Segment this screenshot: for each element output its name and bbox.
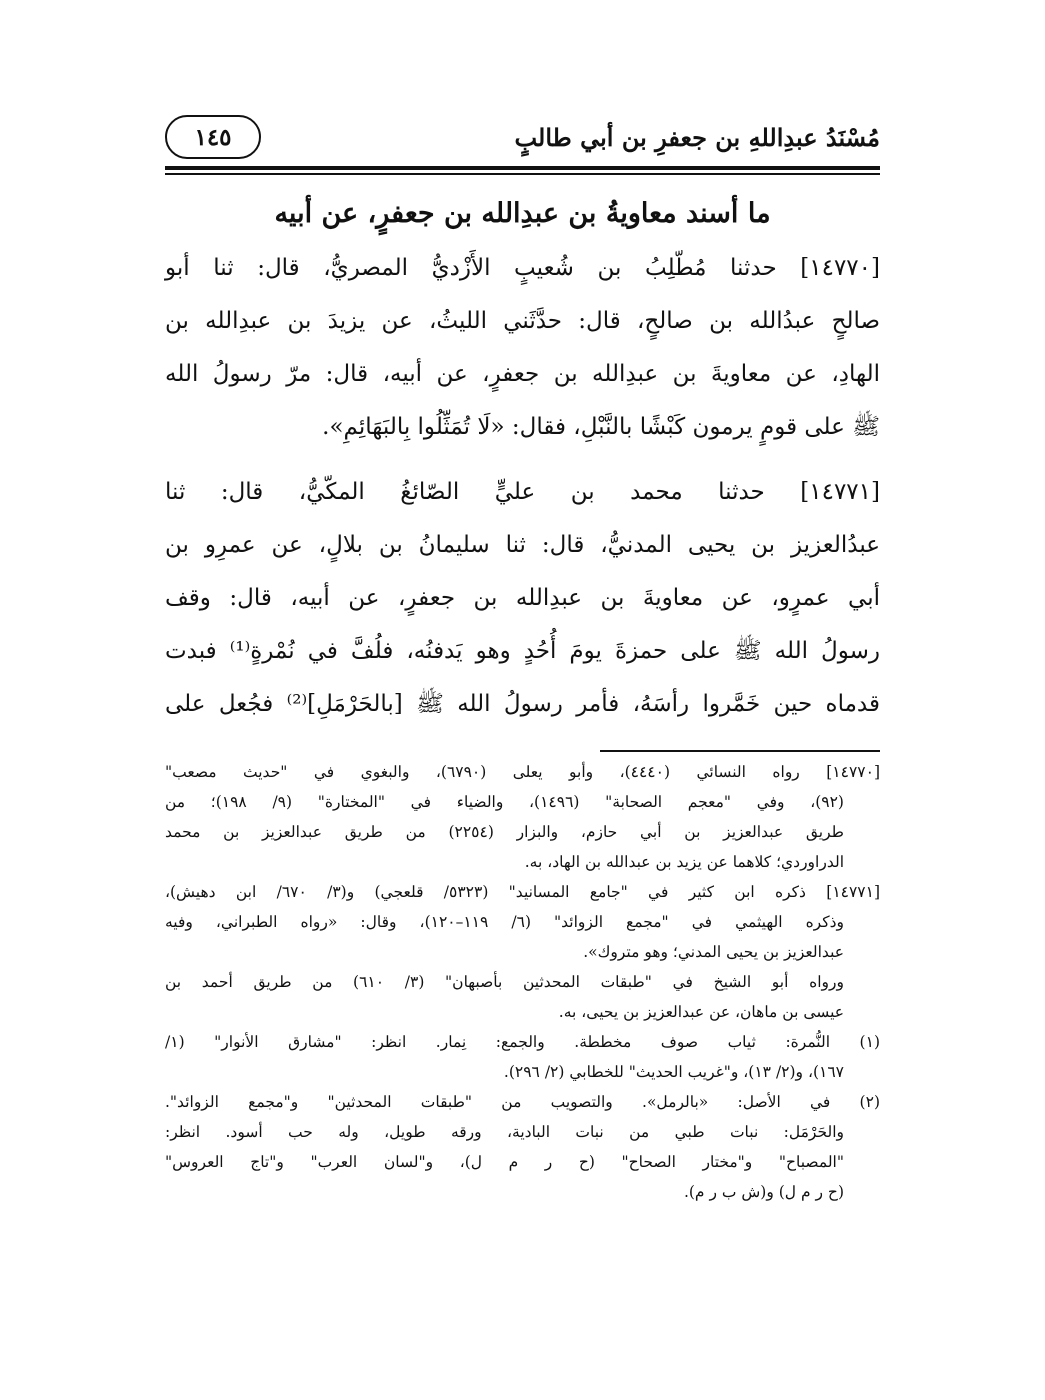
hadith-line: [١٤٧٧١] حدثنا محمد بن عليٍّ الصّائغُ المكّيُّ، قال: ثنا <box>165 479 880 505</box>
footnote-line: الدراوردي؛ كلاهما عن يزيد بن عبدالله بن الهاد، به. <box>524 853 844 871</box>
hadith-line: الهادِ، عن معاويةَ بن عبدِالله بن جعفرٍ، عن أبيه، قال: مرّ رسولُ الله <box>165 361 880 387</box>
running-header <box>165 112 880 162</box>
footnote-line: ورواه أبو الشيخ في "طبقات المحدثين بأصبهان" (٣/ ٦١٠) من طريق أحمد بن <box>165 973 844 991</box>
footnote-line: (٢) في الأصل: «بالرمل». والتصويب من "طبقات المحدثين" و"مجمع الزوائد". <box>165 1093 880 1111</box>
footnote-2 <box>165 1087 880 1207</box>
hadith-line: عبدُالعزيز بن يحيى المدنيُّ، قال: ثنا سليمانُ بن بلالٍ، عن عمرِو بن <box>165 532 880 558</box>
footnote-line: [١٤٧٧١] ذكره ابن كثير في "جامع المسانيد" (٥٣٢٣/ قلعجي) و(٣/ ٦٧٠/ ابن دهيش)، <box>165 883 881 901</box>
footnote-1 <box>165 1027 880 1087</box>
page-number-badge: ١٤٥ <box>165 115 261 159</box>
paragraph-gap <box>165 454 880 466</box>
hadith-line: ﷺ على قومٍ يرمون كَبْشًا بالنَّبْلِ، فقال: «لَا تُمَثِّلُوا بِالبَهَائِمِ». <box>322 414 880 440</box>
footnote-line: طريق عبدالعزيز بن أبي حازم، والبزار (٢٢٥٤) من طريق عبدالعزيز بن محمد <box>165 823 844 841</box>
running-title: مُسْنَدُ عبدِاللهِ بن جعفرِ بن أبي طالبٍ <box>514 122 880 152</box>
footnote-line: (٩٢)، وفي "معجم الصحابة" (١٤٩٦)، والضياء في "المختارة" (٩/ ١٩٨)؛ من <box>165 793 844 811</box>
footnote-line: ١٦٧)، و(٢/ ١٣)، و"غريب الحديث" للخطابي (٢/ ٢٩٦). <box>503 1063 844 1081</box>
footnote-line: "المصباح" و"مختار الصحاح" (ح ر م ل)، و"لسان العرب" و"تاج العروس" <box>165 1153 844 1171</box>
header-rule-thin <box>165 173 880 175</box>
footnote-line: عيسى بن ماهان، عن عبدالعزيز بن يحيى، به. <box>558 1003 844 1021</box>
main-text <box>165 186 880 731</box>
footnote-14770 <box>165 757 880 877</box>
footnotes <box>165 757 880 1207</box>
hadith-14771 <box>165 466 880 731</box>
hadith-line: أبي عمرٍو، عن معاويةَ بن عبدِالله بن جعفرٍ، عن أبيه، قال: وقف <box>165 585 880 611</box>
footnote-line: عبدالعزيز بن يحيى المدني؛ وهو متروك». <box>583 943 844 961</box>
header-rule-thick <box>165 166 880 170</box>
footnote-line: (١) النُّمرة: ثياب صوف مخططة. والجمع: نِمار. انظر: "مشارق الأنوار" (١/ <box>165 1033 880 1051</box>
hadith-14770 <box>165 242 880 454</box>
footnote-line: وذكره الهيثمي في "مجمع الزوائد" (٦/ ١١٩–١٢٠)، وقال: «رواه الطبراني، وفيه <box>165 913 845 931</box>
footnote-14771 <box>165 877 880 1027</box>
hadith-line: [١٤٧٧٠] حدثنا مُطّلِبُ بن شُعيبٍ الأَزْديُّ المصريُّ، قال: ثنا أبو <box>165 255 880 281</box>
hadith-line: صالحٍ عبدُالله بن صالحٍ، قال: حدَّثَني الليثُ، عن يزيدَ بن عبدِالله بن <box>165 308 880 334</box>
footnote-line: [١٤٧٧٠] رواه النسائي (٤٤٤٠)، وأبو يعلى (٦٧٩٠)، والبغوي في "حديث مصعب" <box>165 763 880 781</box>
chapter-title: ما أسند معاويةُ بن عبدِالله بن جعفرٍ، عن أبيه <box>274 198 771 229</box>
hadith-line: قدماه حين خَمَّروا رأسَهُ، فأمر رسولُ الله ﷺ [بالحَرْمَلِ]⁽²⁾ فجُعل على <box>165 691 880 717</box>
footnote-separator <box>600 750 880 752</box>
footnote-line: والحَرْمَل: نبات طبي من نبات البادية، ورقه طويل، وله حب أسود. انظر: <box>165 1123 844 1141</box>
footnote-line: (ح ر م ل) و(ش ب ر م). <box>683 1183 844 1201</box>
hadith-line: رسولُ الله ﷺ على حمزةَ يومَ أُحُدٍ وهو يَدفنُه، فلُفَّ في نُمْرةٍ⁽¹⁾ فبدت <box>165 638 880 664</box>
